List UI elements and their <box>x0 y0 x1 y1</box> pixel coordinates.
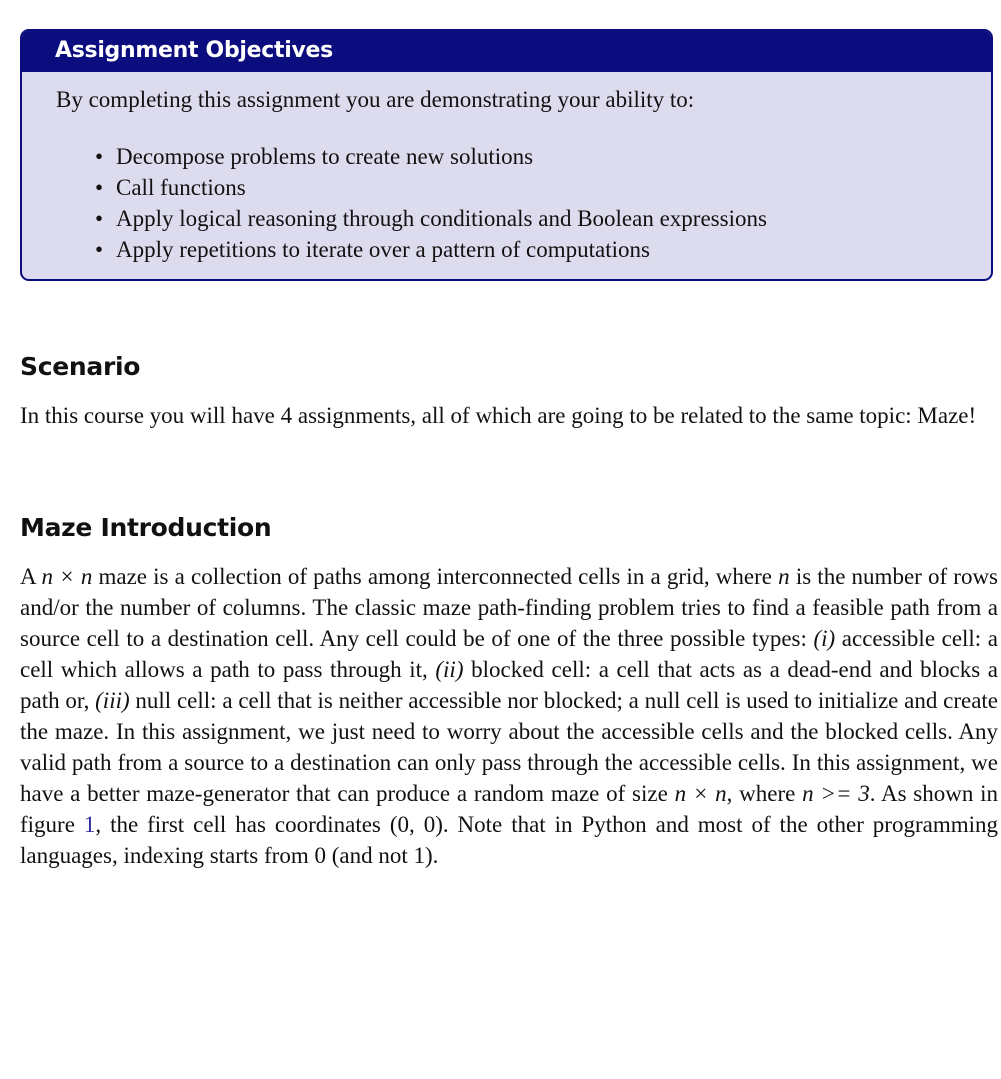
math-condition: n >= 3 <box>802 781 870 806</box>
bullet-icon: • <box>95 144 104 169</box>
text-run: , where <box>726 781 796 806</box>
list-item <box>95 203 767 234</box>
list-item <box>95 172 767 203</box>
math-coordinates: (0, 0) <box>389 812 443 837</box>
list-item <box>95 141 767 172</box>
bullet-icon: • <box>95 175 104 200</box>
objectives-list <box>95 141 767 265</box>
math-i: (i) <box>813 626 836 651</box>
math-iii: (iii) <box>95 688 130 713</box>
bullet-icon: • <box>95 206 104 231</box>
objectives-box <box>20 29 993 281</box>
objectives-title: Assignment Objectives <box>22 31 991 72</box>
list-item-text: Call functions <box>116 175 246 200</box>
text-run: blocked cell: a cell that acts as a dead-end and blocks a path or, <box>20 657 999 713</box>
objectives-intro: By completing this assignment you are demonstrating your ability to: <box>56 87 695 112</box>
list-item-text: Apply repetitions to iterate over a pattern of computations <box>116 237 650 262</box>
math-n: n <box>778 564 790 589</box>
text-run: is the number of rows and/or the number of columns. The classic maze path-finding problem tries to find a feasible path from a source cell to a destination cell. Any cell could be of one of the three possible types: <box>20 564 999 651</box>
text-run: A <box>20 564 36 589</box>
maze-intro-paragraph <box>20 561 998 871</box>
list-item-text: Apply logical reasoning through conditionals and Boolean expressions <box>116 206 767 231</box>
math-n-by-n: n × n <box>41 564 93 589</box>
math-n-by-n: n × n <box>674 781 727 806</box>
figure-link[interactable]: 1 <box>83 812 96 837</box>
scenario-paragraph: In this course you will have 4 assignments, all of which are going to be related to the same topic: Maze! <box>20 403 977 428</box>
scenario-heading: Scenario <box>20 352 141 381</box>
text-run: accessible cell: a cell which allows a path to pass through it, <box>20 626 998 682</box>
list-item <box>95 234 767 265</box>
bullet-icon: • <box>95 237 104 262</box>
text-run: . As shown in figure <box>20 781 999 837</box>
list-item-text: Decompose problems to create new solutions <box>116 144 534 169</box>
text-run: maze is a collection of paths among interconnected cells in a grid, where <box>98 564 772 589</box>
text-run: , the first cell has coordinates <box>95 812 381 837</box>
maze-intro-heading: Maze Introduction <box>20 513 272 542</box>
text-run: . Note that in Python and most of the other programming languages, indexing starts from 0 (and not 1). <box>20 812 999 868</box>
math-ii: (ii) <box>435 657 464 682</box>
text-run: null cell: a cell that is neither accessible nor blocked; a null cell is used to initialize and create the maze. In this assignment, we just need to worry about the accessible cells and the blocked cells. Any valid path from a source to a destination can only pass through the accessible cells. In this assignment, we have a better maze-generator that can produce a random maze of size <box>20 688 998 806</box>
